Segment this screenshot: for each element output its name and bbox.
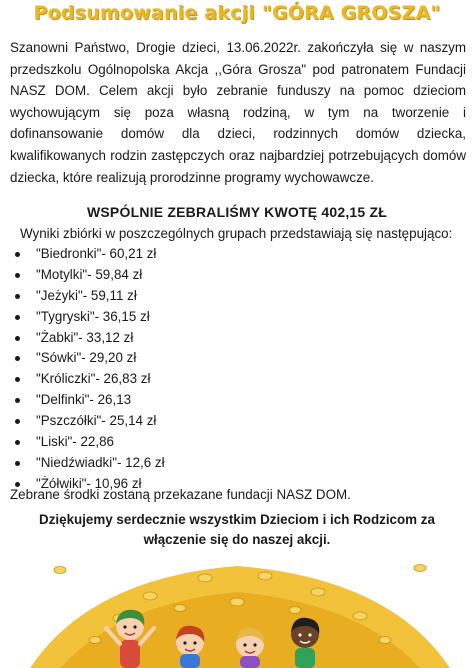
bullet-icon bbox=[15, 440, 20, 445]
total-heading: WSPÓLNIE ZEBRALIŚMY KWOTĘ 402,15 ZŁ bbox=[86, 204, 387, 220]
thanks-message bbox=[0, 510, 474, 550]
list-item: "Biedronki"- 60,21 zł bbox=[12, 244, 165, 265]
bullet-icon bbox=[15, 419, 20, 424]
bullet-icon bbox=[15, 252, 20, 257]
list-item: "Liski"- 22,86 bbox=[12, 432, 165, 453]
bullet-icon bbox=[15, 398, 20, 403]
bullet-icon bbox=[15, 273, 20, 278]
bullet-icon bbox=[15, 356, 20, 361]
thanks-line: Dziękujemy serdecznie wszystkim Dzieciom i ich Rodzicom za bbox=[39, 512, 435, 527]
list-item: "Żółwiki"- 10,96 zł bbox=[12, 474, 165, 495]
list-item: "Żabki"- 33,12 zł bbox=[12, 328, 165, 349]
transfer-note: Zebrane środki zostaną przekazane fundacji NASZ DOM. bbox=[10, 487, 351, 502]
page-title: Podsumowanie akcji "GÓRA GROSZA" bbox=[33, 2, 441, 24]
thanks-line: włączenie się do naszej akcji. bbox=[143, 532, 331, 547]
list-item: "Jeżyki"- 59,11 zł bbox=[12, 286, 165, 307]
results-intro: Wyniki zbiórki w poszczególnych grupach przedstawiają się następująco: bbox=[20, 226, 453, 241]
bullet-icon bbox=[15, 461, 20, 466]
list-item: "Pszczółki"- 25,14 zł bbox=[12, 411, 165, 432]
intro-paragraph: Szanowni Państwo, Drogie dzieci, 13.06.2022r. zakończyła się w naszym przedszkolu Ogólnopolska Akcja ,,Góra Grosza" pod patronatem Fundacji NASZ DOM. Celem akcji było zebranie funduszy na pomoc dzieciom wychowującym się poza własną rodziną, w tym na tworzenie i dofinansowanie domów dla dzieci, rodzinnych domów dziecka, kwalifikowanych rodzin zastępczych oraz najbardziej potrzebujących domów dziecka, które realizują prorodzinne programy wychowawcze. bbox=[10, 40, 466, 185]
bullet-icon bbox=[15, 377, 20, 382]
bullet-icon bbox=[15, 315, 20, 320]
list-item: "Tygryski"- 36,15 zł bbox=[12, 307, 165, 328]
bullet-icon bbox=[15, 336, 20, 341]
list-item: "Niedźwiadki"- 12,6 zł bbox=[12, 453, 165, 474]
bullet-icon bbox=[15, 294, 20, 299]
list-item: "Motylki"- 59,84 zł bbox=[12, 265, 165, 286]
children-on-coin-pile-icon bbox=[0, 548, 474, 668]
bullet-icon bbox=[15, 482, 20, 487]
list-item: "Sówki"- 29,20 zł bbox=[12, 348, 165, 369]
list-item: "Króliczki"- 26,83 zł bbox=[12, 369, 165, 390]
list-item: "Delfinki"- 26,13 bbox=[12, 390, 165, 411]
group-results-list bbox=[12, 244, 165, 495]
